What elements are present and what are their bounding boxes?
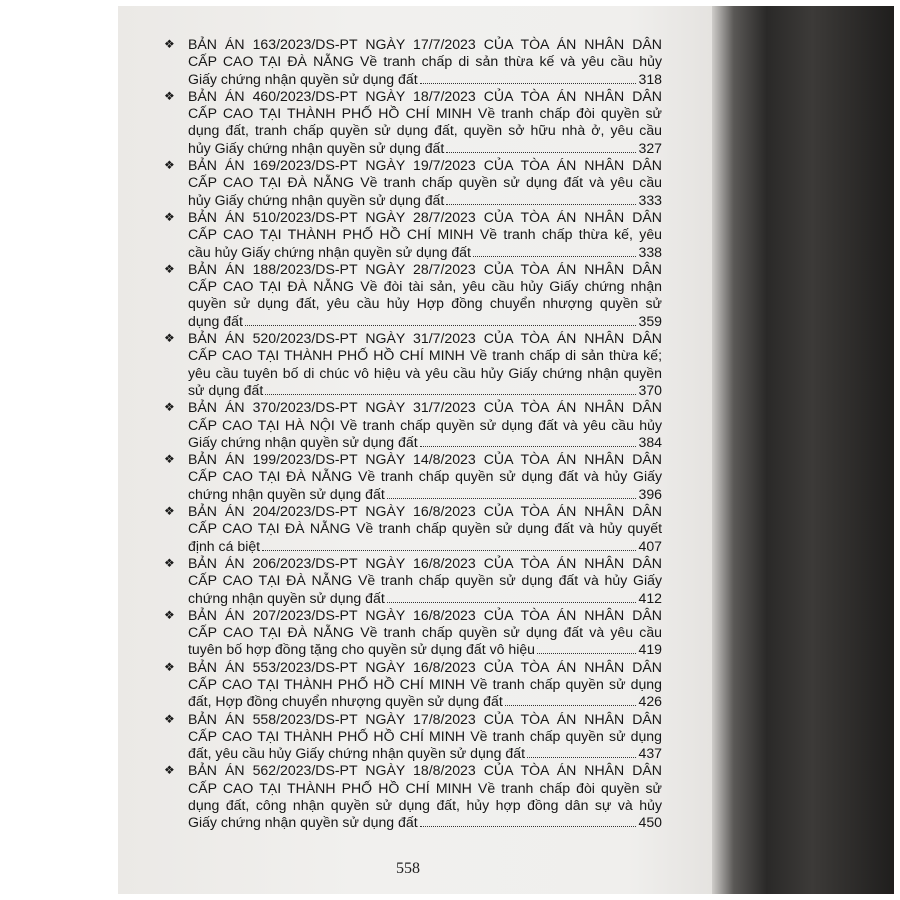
diamond-bullet-icon: ❖ [164, 209, 175, 224]
entry-text-line: CẤP CAO TẠI ĐÀ NẴNG Về tranh chấp quyền sử dụng đất và hủy quyết [188, 520, 662, 537]
diamond-bullet-icon: ❖ [164, 555, 175, 570]
entry-text-line: BẢN ÁN 199/2023/DS-PT NGÀY 14/8/2023 CỦA TÒA ÁN NHÂN DÂN [188, 451, 662, 468]
entry-text-line: dụng đất, tranh chấp quyền sử dụng đất, quyền sở hữu nhà ở, yêu cầu [188, 122, 662, 139]
toc-entry [156, 36, 662, 88]
entry-page-number: 338 [638, 243, 662, 260]
entry-text-line: CẤP CAO TẠI ĐÀ NẴNG Về tranh chấp di sản thừa kế và yêu cầu hủy [188, 53, 662, 70]
entry-text-line: BẢN ÁN 510/2023/DS-PT NGÀY 28/7/2023 CỦA TÒA ÁN NHÂN DÂN [188, 208, 662, 225]
toc-entry [156, 711, 662, 763]
entry-last-line [188, 382, 662, 399]
entry-page-number: 318 [638, 70, 662, 87]
toc-entry [156, 451, 662, 503]
entry-text-line: yêu cầu tuyên bố di chúc vô hiệu và yêu cầu hủy Giấy chứng nhận quyền [188, 364, 662, 381]
diamond-bullet-icon: ❖ [164, 452, 175, 467]
entry-page-number: 370 [638, 381, 662, 398]
book-spine-shadow [712, 6, 894, 894]
entry-text-line: Giấy chứng nhận quyền sử dụng đất [188, 814, 418, 831]
entry-last-line [188, 538, 662, 555]
diamond-bullet-icon: ❖ [164, 88, 175, 103]
toc-entry [156, 209, 662, 261]
entry-text-line: BẢN ÁN 520/2023/DS-PT NGÀY 31/7/2023 CỦA TÒA ÁN NHÂN DÂN [188, 330, 662, 347]
dotted-leader [265, 394, 636, 395]
entry-last-line [188, 434, 662, 451]
book-photo [6, 6, 894, 894]
dotted-leader [527, 757, 636, 758]
entry-text-line: CẤP CAO TẠI ĐÀ NẴNG Về tranh chấp quyền sử dụng đất và yêu cầu [188, 174, 662, 191]
entry-text-line: BẢN ÁN 553/2023/DS-PT NGÀY 16/8/2023 CỦA TÒA ÁN NHÂN DÂN [188, 658, 662, 675]
diamond-bullet-icon: ❖ [164, 37, 175, 51]
diamond-bullet-icon: ❖ [164, 711, 175, 726]
entry-last-line [188, 486, 662, 503]
entry-text-line: quyền sử dụng đất, yêu cầu hủy Hợp đồng chuyển nhượng quyền sử [188, 295, 662, 312]
entry-text-line: chứng nhận quyền sử dụng đất [188, 485, 385, 502]
diamond-bullet-icon: ❖ [164, 659, 175, 674]
entry-page-number: 426 [638, 693, 662, 710]
entry-text-line: BẢN ÁN 460/2023/DS-PT NGÀY 18/7/2023 CỦA TÒA ÁN NHÂN DÂN [188, 87, 662, 104]
entry-text-line: đất, Hợp đồng chuyển nhượng quyền sử dụng đất [188, 693, 503, 710]
entry-text-line: CẤP CAO TẠI ĐÀ NẴNG Về tranh chấp quyền sử dụng đất và yêu cầu [188, 624, 662, 641]
entry-page-number: 450 [638, 814, 662, 831]
entry-page-number: 412 [638, 589, 662, 606]
toc-entry [156, 762, 662, 831]
entry-last-line [188, 140, 662, 157]
entry-page-number: 327 [638, 139, 662, 156]
dotted-leader [262, 550, 636, 551]
entry-page-number: 333 [638, 191, 662, 208]
dotted-leader [446, 204, 636, 205]
page-number: 558 [396, 860, 420, 877]
diamond-bullet-icon: ❖ [164, 331, 175, 346]
entry-text-line: CẤP CAO TẠI THÀNH PHỐ HỒ CHÍ MINH Về tranh chấp quyền sử dụng [188, 727, 662, 744]
entry-last-line [188, 244, 662, 261]
diamond-bullet-icon: ❖ [164, 261, 175, 276]
dotted-leader [505, 705, 637, 706]
entry-page-number: 419 [638, 641, 662, 658]
entry-text-line: CẤP CAO TẠI THÀNH PHỐ HỒ CHÍ MINH Về tranh chấp di sản thừa kế; [188, 347, 662, 364]
toc-entry [156, 261, 662, 330]
entry-last-line [188, 71, 662, 88]
entry-last-line [188, 814, 662, 831]
dotted-leader [420, 446, 637, 447]
entry-text-line: BẢN ÁN 558/2023/DS-PT NGÀY 17/8/2023 CỦA TÒA ÁN NHÂN DÂN [188, 710, 662, 727]
entry-page-number: 359 [638, 312, 662, 329]
entry-text-line: CẤP CAO TẠI THÀNH PHỐ HỒ CHÍ MINH Về tranh chấp đòi quyền sử [188, 105, 662, 122]
dotted-leader [420, 826, 637, 827]
toc-entry [156, 607, 662, 659]
entry-text-line: CẤP CAO TẠI HÀ NỘI Về tranh chấp quyền sử dụng đất và yêu cầu hủy [188, 416, 662, 433]
diamond-bullet-icon: ❖ [164, 158, 175, 173]
entry-last-line [188, 192, 662, 209]
toc-entry [156, 157, 662, 209]
entry-last-line [188, 693, 662, 710]
entry-text-line: CẤP CAO TẠI THÀNH PHỐ HỒ CHÍ MINH Về tranh chấp quyền sử dụng [188, 675, 662, 692]
entry-text-line: dụng đất, công nhận quyền sử dụng đất, hủy hợp đồng dân sự và hủy [188, 797, 662, 814]
entry-page-number: 407 [638, 537, 662, 554]
entry-text-line: BẢN ÁN 169/2023/DS-PT NGÀY 19/7/2023 CỦA TÒA ÁN NHÂN DÂN [188, 157, 662, 174]
entry-text-line: BẢN ÁN 206/2023/DS-PT NGÀY 16/8/2023 CỦA TÒA ÁN NHÂN DÂN [188, 554, 662, 571]
dotted-leader [245, 325, 637, 326]
diamond-bullet-icon: ❖ [164, 763, 175, 778]
dotted-leader [420, 83, 637, 84]
entry-text-line: BẢN ÁN 370/2023/DS-PT NGÀY 31/7/2023 CỦA TÒA ÁN NHÂN DÂN [188, 399, 662, 416]
entry-text-line: định cá biệt [188, 537, 261, 554]
entry-page-number: 437 [638, 745, 662, 762]
entry-text-line: đất, yêu cầu hủy Giấy chứng nhận quyền sử dụng đất [188, 745, 525, 762]
dotted-leader [387, 602, 637, 603]
toc-entry [156, 88, 662, 157]
entry-text-line: sử dụng đất [188, 381, 264, 398]
entry-text-line: CẤP CAO TẠI ĐÀ NẴNG Về tranh chấp quyền sử dụng đất và hủy Giấy [188, 468, 662, 485]
entry-text-line: BẢN ÁN 163/2023/DS-PT NGÀY 17/7/2023 CỦA TÒA ÁN NHÂN DÂN [188, 36, 662, 52]
dotted-leader [537, 653, 636, 654]
entry-text-line: CẤP CAO TẠI THÀNH PHỐ HỒ CHÍ MINH Về tranh chấp đòi quyền sử [188, 779, 662, 796]
entry-text-line: BẢN ÁN 207/2023/DS-PT NGÀY 16/8/2023 CỦA TÒA ÁN NHÂN DÂN [188, 606, 662, 623]
entry-text-line: CẤP CAO TẠI ĐÀ NẴNG Về tranh chấp quyền sử dụng đất và hủy Giấy [188, 572, 662, 589]
entry-text-line: CẤP CAO TẠI THÀNH PHỐ HỒ CHÍ MINH Về tranh chấp thừa kế, yêu [188, 226, 662, 243]
entry-last-line [188, 313, 662, 330]
entry-text-line: Giấy chứng nhận quyền sử dụng đất [188, 433, 418, 450]
toc-entry [156, 399, 662, 451]
entry-text-line: tuyên bố hợp đồng tặng cho quyền sử dụng đất vô hiệu [188, 641, 536, 658]
entry-text-line: hủy Giấy chứng nhận quyền sử dụng đất [188, 139, 445, 156]
toc-entry [156, 503, 662, 555]
left-background [6, 6, 118, 894]
dotted-leader [446, 152, 636, 153]
entry-page-number: 384 [638, 433, 662, 450]
entry-text-line: cầu hủy Giấy chứng nhận quyền sử dụng đất [188, 243, 471, 260]
diamond-bullet-icon: ❖ [164, 504, 175, 519]
entry-text-line: dụng đất [188, 312, 243, 329]
entry-last-line [188, 590, 662, 607]
entry-page-number: 396 [638, 485, 662, 502]
entry-last-line [188, 745, 662, 762]
entry-text-line: chứng nhận quyền sử dụng đất [188, 589, 385, 606]
entry-text-line: BẢN ÁN 188/2023/DS-PT NGÀY 28/7/2023 CỦA TÒA ÁN NHÂN DÂN [188, 260, 662, 277]
entry-text-line: hủy Giấy chứng nhận quyền sử dụng đất [188, 191, 445, 208]
entry-text-line: CẤP CAO TẠI ĐÀ NẴNG Về đòi tài sản, yêu cầu hủy Giấy chứng nhận [188, 278, 662, 295]
diamond-bullet-icon: ❖ [164, 400, 175, 415]
table-of-contents [156, 36, 662, 832]
dotted-leader [473, 256, 637, 257]
diamond-bullet-icon: ❖ [164, 607, 175, 622]
entry-text-line: BẢN ÁN 562/2023/DS-PT NGÀY 18/8/2023 CỦA TÒA ÁN NHÂN DÂN [188, 762, 662, 779]
entry-text-line: BẢN ÁN 204/2023/DS-PT NGÀY 16/8/2023 CỦA TÒA ÁN NHÂN DÂN [188, 503, 662, 520]
dotted-leader [387, 498, 637, 499]
toc-entry [156, 555, 662, 607]
entry-text-line: Giấy chứng nhận quyền sử dụng đất [188, 70, 418, 87]
toc-entry [156, 659, 662, 711]
entry-last-line [188, 641, 662, 658]
toc-entry [156, 330, 662, 399]
